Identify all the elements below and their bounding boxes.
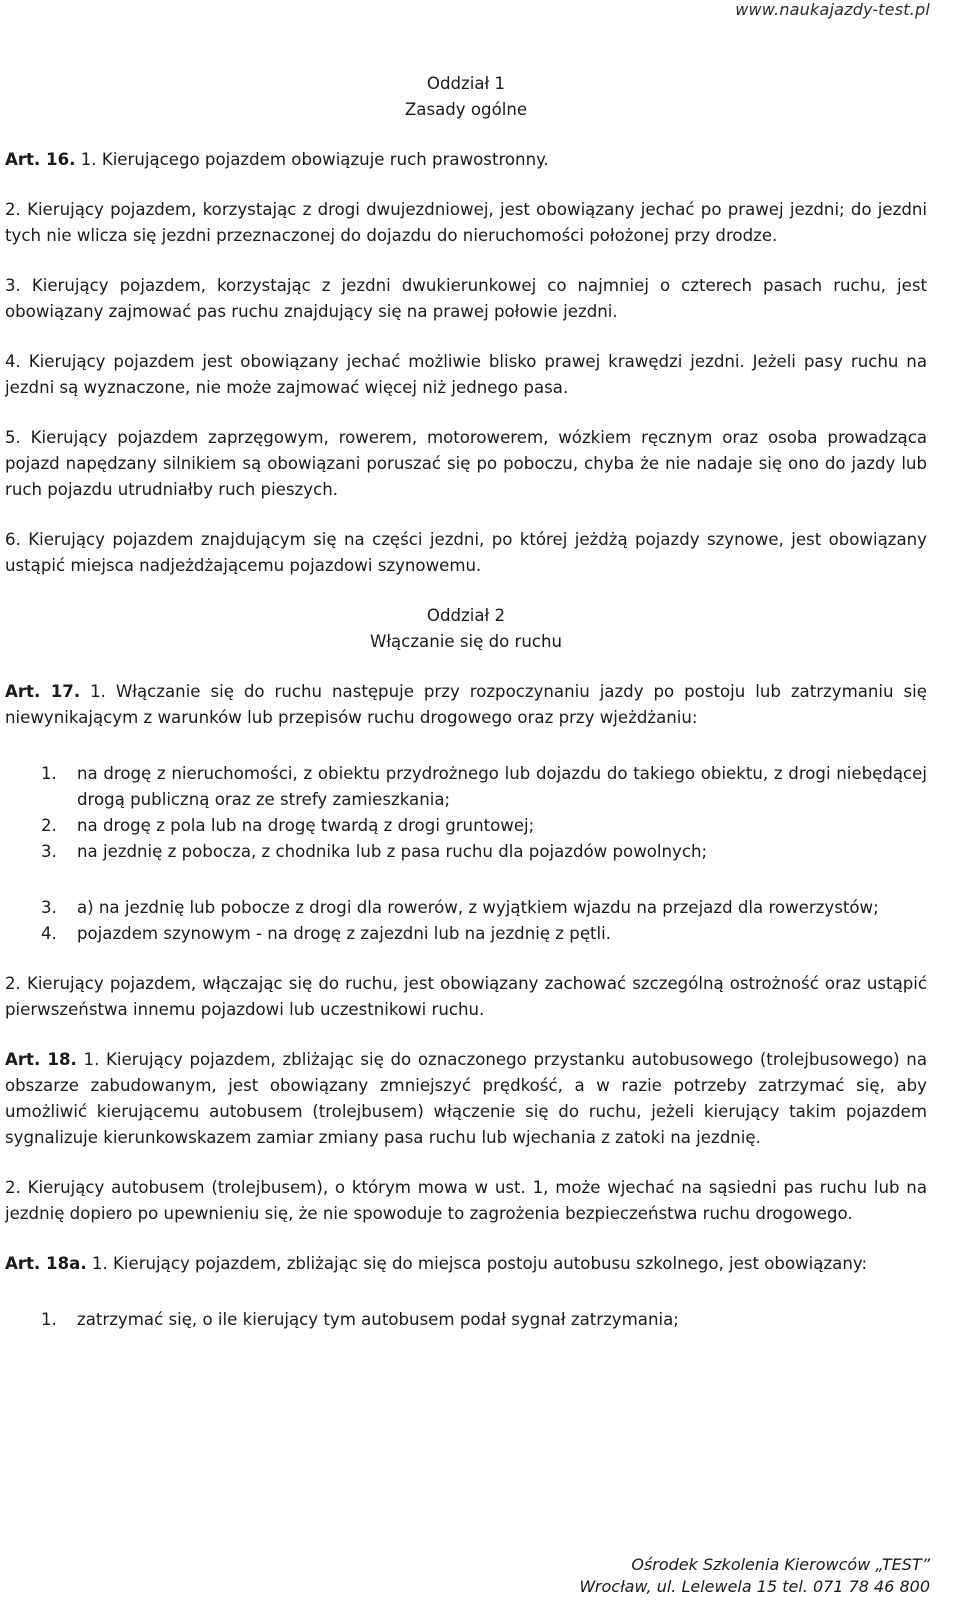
art-17-par-2: 2. Kierujący pojazdem, włączając się do ruchu, jest obowiązany zachować szczególną ostrożność oraz ustąpić pierwszeństwa innemu pojazdowi lub uczestnikowi ruchu. [5,974,927,1019]
art-16-par-4: 4. Kierujący pojazdem jest obowiązany jechać możliwie blisko prawej krawędzi jezdni. Jeżeli pasy ruchu na jezdni są wyznaczone, nie może zajmować więcej niż jednego pasa. [5,352,927,397]
footer-school-name: Ośrodek Szkolenia Kierowców „TEST” [631,1555,930,1574]
art-18a-number: Art. 18a. [5,1254,87,1273]
art-17-list-1 [5,761,927,865]
art-16-par-1-text: 1. Kierującego pojazdem obowiązuje ruch prawostronny. [75,150,549,169]
art-18-number: Art. 18. [5,1050,77,1069]
list-item: 1. na drogę z nieruchomości, z obiektu przydrożnego lub dojazdu do takiego obiektu, z drogi niebędącej drogą publiczną oraz ze strefy zamieszkania; [41,764,927,809]
art-18a-list [5,1307,927,1333]
art-18a-par-1-text: 1. Kierujący pojazdem, zbliżając się do miejsca postoju autobusu szkolnego, jest obowiązany: [86,1254,868,1273]
art-16-number: Art. 16. [5,150,76,169]
list-item: 2. na drogę z pola lub na drogę twardą z drogi gruntowej; [41,816,535,835]
art-17-list-2 [5,895,927,947]
section-1-heading [5,71,927,123]
header-url: www.naukajazdy-test.pl [735,0,930,19]
art-16-par-3: 3. Kierujący pojazdem, korzystając z jezdni dwukierunkowej co najmniej o czterech pasach ruchu, jest obowiązany zajmować pas ruchu znajdujący się na prawej połowie jezdni. [5,276,927,321]
list-item: 1. zatrzymać się, o ile kierujący tym autobusem podał sygnał zatrzymania; [41,1310,679,1329]
art-18-par-1-text: 1. Kierujący pojazdem, zbliżając się do oznaczonego przystanku autobusowego (trolejbusowego) na obszarze zabudowanym, jest obowiązany zmniejszyć prędkość, a w razie potrzeby zatrzymać się, aby umożliwić kierującemu autobusem (trolejbusem) włączenie się do ruchu, jeżeli kierujący takim pojazdem sygnalizuje kierunkowskazem zamiar zmiany pasa ruchu lub wjechania z zatoki na jezdnię. [5,1050,927,1147]
section-2-title: Włączanie się do ruchu [369,632,563,651]
footer-address: Wrocław, ul. Lelewela 15 tel. 071 78 46 800 [579,1577,930,1596]
section-1-number: Oddział 1 [426,74,506,93]
art-18-par-2: 2. Kierujący autobusem (trolejbusem), o którym mowa w ust. 1, może wjechać na sąsiedni pas ruchu lub na jezdnię dopiero po upewnieniu się, że nie spowoduje to zagrożenia bezpieczeństwa ruchu drogowego. [5,1178,927,1223]
art-17-par-1 [5,679,927,731]
section-2-number: Oddział 2 [426,606,506,625]
section-1-title: Zasady ogólne [404,100,528,119]
list-item: 3. na jezdnię z pobocza, z chodnika lub z pasa ruchu dla pojazdów powolnych; [41,842,708,861]
list-item: 3. a) na jezdnię lub pobocze z drogi dla rowerów, z wyjątkiem wjazdu na przejazd dla rowerzystów; [41,898,879,917]
document-content [5,71,927,1333]
art-16-par-6: 6. Kierujący pojazdem znajdującym się na części jezdni, po której jeżdżą pojazdy szynowe, jest obowiązany ustąpić miejsca nadjeżdżającemu pojazdowi szynowemu. [5,530,927,575]
section-2-heading [5,603,927,655]
art-18a-par-1 [5,1251,927,1277]
art-17-number: Art. 17. [5,682,81,701]
art-16-par-2: 2. Kierujący pojazdem, korzystając z drogi dwujezdniowej, jest obowiązany jechać po prawej jezdni; do jezdni tych nie wlicza się jezdni przeznaczonej do dojazdu do nieruchomości położonej przy drodze. [5,200,927,245]
art-16-par-1 [5,147,927,173]
art-16-par-5: 5. Kierujący pojazdem zaprzęgowym, rowerem, motorowerem, wózkiem ręcznym oraz osoba prowadząca pojazd napędzany silnikiem są obowiązani poruszać się po poboczu, chyba że nie nadaje się ono do jazdy lub ruch pojazdu utrudniałby ruch pieszych. [5,428,927,499]
list-item: 4. pojazdem szynowym - na drogę z zajezdni lub na jezdnię z pętli. [41,924,612,943]
art-18-par-1 [5,1047,927,1151]
footer [579,1554,930,1598]
art-17-par-1-text: 1. Włączanie się do ruchu następuje przy rozpoczynaniu jazdy po postoju lub zatrzymaniu się niewynikającym z warunków lub przepisów ruchu drogowego oraz przy wjeżdżaniu: [5,682,927,727]
